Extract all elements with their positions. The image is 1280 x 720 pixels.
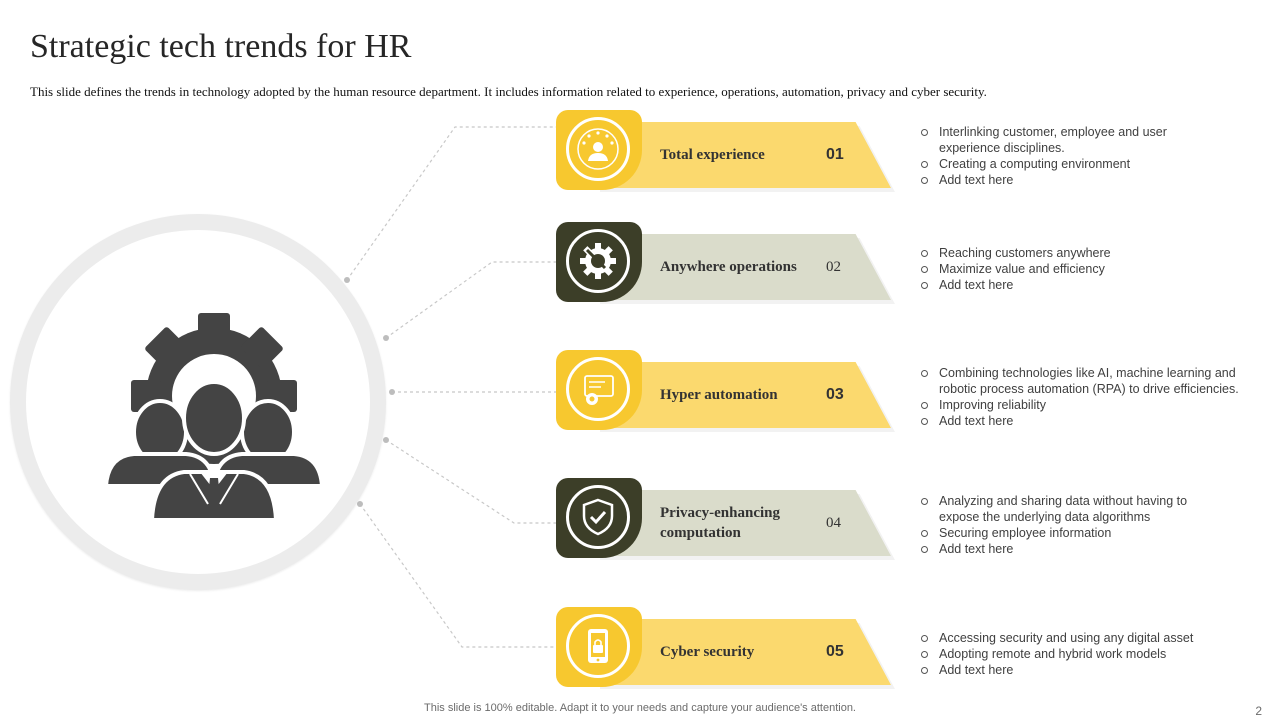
automation-screen-gear-icon bbox=[575, 366, 621, 412]
trend-icon-box bbox=[556, 478, 642, 558]
bullet-item: Creating a computing environment bbox=[918, 156, 1198, 172]
gear-wrench-hand-icon bbox=[575, 238, 621, 284]
bullet-item: Add text here bbox=[918, 662, 1263, 678]
trend-5-bullets bbox=[918, 630, 1263, 678]
bullet-item: Maximize value and efficiency bbox=[918, 261, 1218, 277]
hub-circle bbox=[10, 214, 386, 590]
trend-icon-circle bbox=[566, 229, 630, 293]
trend-icon-circle bbox=[566, 485, 630, 549]
page-number: 2 bbox=[1255, 704, 1262, 718]
trend-icon-circle bbox=[566, 357, 630, 421]
trend-label: Anywhere operations bbox=[660, 259, 797, 275]
team-gear-icon bbox=[104, 308, 324, 528]
trend-icon-box bbox=[556, 350, 642, 430]
trend-card-5 bbox=[556, 607, 901, 689]
trend-number: 02 bbox=[826, 258, 841, 275]
trend-card-3 bbox=[556, 350, 901, 432]
trend-icon-box bbox=[556, 222, 642, 302]
employee-star-badge-icon bbox=[575, 126, 621, 172]
trend-2-bullets bbox=[918, 245, 1218, 293]
connector-line-4 bbox=[386, 440, 560, 523]
trend-icon-circle bbox=[566, 614, 630, 678]
trend-card-4 bbox=[556, 478, 901, 560]
trend-label: Hyper automation bbox=[660, 387, 778, 403]
trend-1-bullets bbox=[918, 124, 1198, 188]
trend-card-1 bbox=[556, 110, 901, 192]
trend-number: 01 bbox=[826, 146, 844, 163]
connector-dot-2 bbox=[383, 335, 389, 341]
bullet-item: Analyzing and sharing data without having to expose the underlying data algorithms bbox=[918, 493, 1203, 525]
bullet-item: Add text here bbox=[918, 541, 1203, 557]
trend-icon-box bbox=[556, 110, 642, 190]
trend-label: Total experience bbox=[660, 147, 765, 163]
bullet-item: Interlinking customer, employee and user experience disciplines. bbox=[918, 124, 1198, 156]
bullet-item: Reaching customers anywhere bbox=[918, 245, 1218, 261]
bullet-item: Securing employee information bbox=[918, 525, 1203, 541]
connector-dot-1 bbox=[344, 277, 350, 283]
trend-number: 04 bbox=[826, 514, 841, 531]
connector-line-1 bbox=[347, 127, 560, 280]
trend-icon-circle bbox=[566, 117, 630, 181]
slide-subtitle: This slide defines the trends in technology adopted by the human resource department. It includes information related to experience, operations, automation, privacy and cyber security. bbox=[30, 84, 987, 99]
shield-check-icon bbox=[575, 494, 621, 540]
connector-line-5 bbox=[360, 504, 560, 647]
connector-line-2 bbox=[386, 262, 560, 338]
bullet-item: Add text here bbox=[918, 277, 1218, 293]
trend-card-2 bbox=[556, 222, 901, 304]
connector-dot-3 bbox=[389, 389, 395, 395]
trend-icon-box bbox=[556, 607, 642, 687]
bullet-item: Add text here bbox=[918, 172, 1198, 188]
bullet-item: Add text here bbox=[918, 413, 1263, 429]
slide-footer: This slide is 100% editable. Adapt it to your needs and capture your audience's attention. bbox=[424, 702, 856, 714]
bullet-item: Accessing security and using any digital asset bbox=[918, 630, 1263, 646]
trend-label: Privacy-enhancing computation bbox=[660, 505, 780, 541]
trend-label: Cyber security bbox=[660, 644, 755, 660]
trend-number: 03 bbox=[826, 386, 844, 403]
trend-3-bullets bbox=[918, 365, 1263, 429]
bullet-item: Combining technologies like AI, machine learning and robotic process automation (RPA) to drive efficiencies. bbox=[918, 365, 1263, 397]
hub-inner bbox=[26, 230, 370, 574]
connector-dot-5 bbox=[357, 501, 363, 507]
phone-lock-icon bbox=[575, 623, 621, 669]
trend-4-bullets bbox=[918, 493, 1203, 557]
trend-number: 05 bbox=[826, 643, 844, 660]
bullet-item: Improving reliability bbox=[918, 397, 1263, 413]
slide-title: Strategic tech trends for HR bbox=[30, 28, 412, 65]
bullet-item: Adopting remote and hybrid work models bbox=[918, 646, 1263, 662]
connector-dot-4 bbox=[383, 437, 389, 443]
